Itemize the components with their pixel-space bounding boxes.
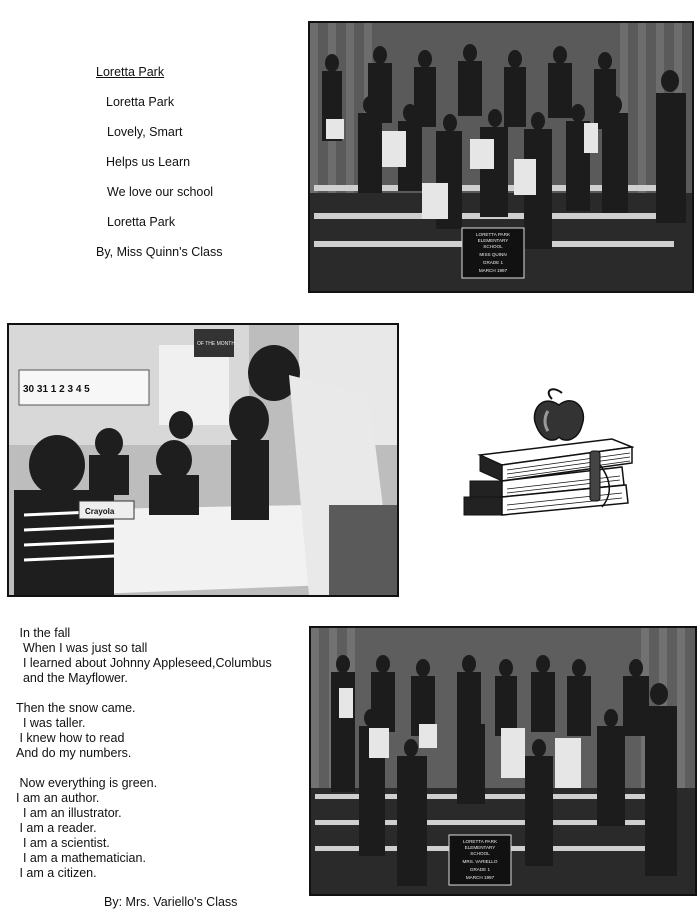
apple-on-books-icon [462,385,634,521]
poem-line: I learned about Johnny Appleseed,Columbus [16,656,272,670]
poem-line: I am a reader. [16,821,97,835]
poem-stanza [16,626,306,686]
poem-line: When I was just so tall [16,641,148,655]
sign-line: SCHOOL [483,244,503,249]
bulletin-text: OF THE MONTH [197,341,235,347]
sign-line: LORETTA PARK [475,232,511,237]
poem-line: And do my numbers. [16,746,132,760]
sign-line: ELEMENTARY [477,238,509,243]
poem-in-the-fall [16,626,306,881]
sign-line: ELEMENTARY [464,845,496,850]
crayon-box-label: Crayola [85,507,115,516]
poem-line: I am an author. [16,791,100,805]
class-photo-miss-quinn [308,21,694,293]
calendar-numbers: 30 31 1 2 3 4 5 [23,384,90,395]
poem-title: Loretta Park [96,65,165,79]
sign-line: LORETTA PARK [462,839,498,844]
poem-line: In the fall [16,626,71,640]
poem-line: I knew how to read [16,731,125,745]
poem-line: Helps us Learn [106,155,191,169]
poem-byline: By: Mrs. Variello's Class [104,895,238,909]
poem-byline: By, Miss Quinn's Class [96,245,223,259]
classroom-photo [7,323,399,597]
sign-line: MRS. VARIELLO [462,859,498,864]
poem-line: Then the snow came. [16,701,136,715]
poem-line: Lovely, Smart [107,125,183,139]
sign-line: SCHOOL [470,851,490,856]
sign-line: MISS QUINN [479,252,507,257]
sign-line: MARCH 1997 [478,268,508,273]
sign-line: MARCH 1997 [465,875,495,880]
poem-line: Now everything is green. [16,776,158,790]
class-photo-mrs-variello [309,626,697,896]
poem-line: I am a citizen. [16,866,97,880]
poem-line: I am an illustrator. [16,806,122,820]
poem-line: I was taller. [16,716,86,730]
poem-line: I am a mathematician. [16,851,146,865]
poem-stanza [16,701,306,761]
sign-line: GRADE 1 [469,867,491,872]
poem-line: We love our school [107,185,214,199]
poem-line: Loretta Park [107,215,176,229]
poem-stanza [16,776,306,881]
poem-line: Loretta Park [106,95,175,109]
sign-line: GRADE 1 [482,260,504,265]
poem-line: and the Mayflower. [16,671,128,685]
poem-loretta-park [96,57,296,267]
poem-line: I am a scientist. [16,836,110,850]
